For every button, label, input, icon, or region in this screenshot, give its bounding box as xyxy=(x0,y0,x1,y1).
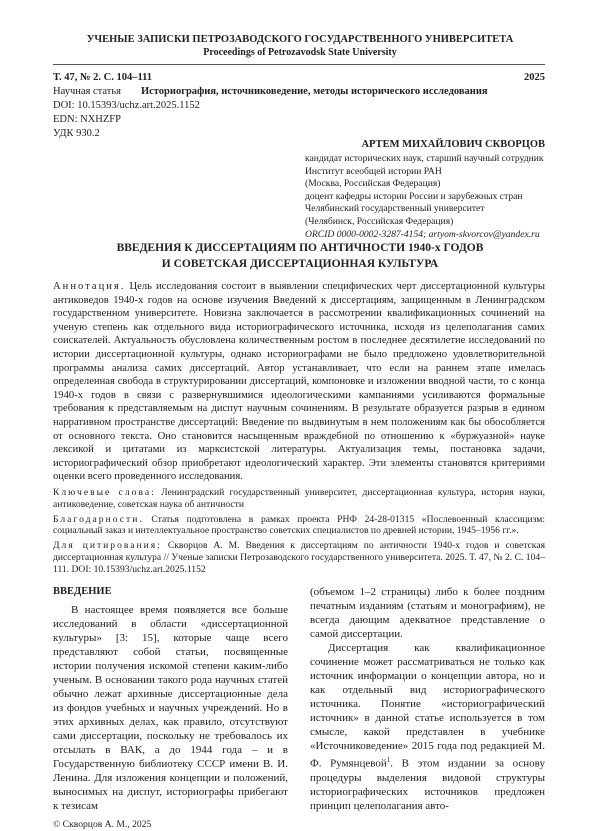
article-meta xyxy=(53,71,545,141)
article-type: Научная статья xyxy=(53,86,121,97)
journal-title-en: Proceedings of Petrozavodsk State University xyxy=(0,46,600,59)
footnote-mark[interactable]: 1 xyxy=(387,756,391,764)
abstract-block xyxy=(53,280,545,575)
journal-header xyxy=(0,33,600,59)
keywords xyxy=(53,487,545,511)
article-body-flow xyxy=(53,280,545,831)
affiliation-line: Институт всеобщей истории РАН xyxy=(305,166,544,179)
journal-title-ru: УЧЕНЫЕ ЗАПИСКИ ПЕТРОЗАВОДСКОГО ГОСУДАРСТВЕННОГО УНИВЕРСИТЕТА xyxy=(0,33,600,46)
body-columns xyxy=(53,585,545,831)
keywords-label: Ключевые слова: xyxy=(53,487,156,498)
header-divider xyxy=(53,64,545,65)
body-text: . В этом издании за основу процедуры выделения видовой структуры историографических источников предложен принцип целеполагания авто- xyxy=(310,758,545,812)
edn: EDN: NXHZFP xyxy=(53,113,545,127)
copyright: © Скворцов А. М., 2025 xyxy=(53,819,288,831)
affiliation-line: доцент кафедры истории России и зарубежных стран xyxy=(305,191,544,204)
article-title xyxy=(0,240,600,272)
doi[interactable]: DOI: 10.15393/uchz.art.2025.1152 xyxy=(53,99,545,113)
author-contacts[interactable]: ORCID 0000-0002-3287-4154; artyom-skvorcov@yandex.ru xyxy=(305,229,544,242)
body-paragraph: В настоящее время появляется все больше исследований в области «диссертационной культуры» [3: 15], которые чаще всего представляют собой статьи, посвященные истории получения искомой степени каким-либо ученым. В основании такого рода научных статей обычно лежат архивные диссертационные дела из фондов учебных и научных учреждений. Но в этих архивных делах, как правило, отсутствуют сами диссертации, поскольку не требовалось их отсылать в ВАК, а до 1944 года – и в Государственную библиотеку СССР имени В. И. Ленина. Для изложения концепции и положений, выносимых на диспут, историографы прибегают к тезисам xyxy=(53,603,288,813)
abstract-label: Аннотация. xyxy=(53,281,125,292)
body-left-column xyxy=(53,585,288,831)
affiliation-line: кандидат исторических наук, старший научный сотрудник xyxy=(305,153,544,166)
body-right-column xyxy=(310,585,545,831)
acknowledgments-text: Статья подготовлена в рамках проекта РНФ 24-28-01315 «Послевоенный классицизм: социальный заказ и интеллектуальное пространство советских специалистов по древней истории, 1945–1956 гг.». xyxy=(53,514,545,537)
abstract xyxy=(53,280,545,484)
body-paragraph: (объемом 1–2 страницы) либо к более поздним печатным изданиям (статьям и монографиям), не всегда дающим адекватное представление о самой диссертации. xyxy=(310,585,545,641)
rubric: Историография, источниковедение, методы исторического исследования xyxy=(141,86,488,97)
title-line: ВВЕДЕНИЯ К ДИССЕРТАЦИЯМ ПО АНТИЧНОСТИ 1940-х ГОДОВ xyxy=(0,240,600,256)
acknowledgments xyxy=(53,514,545,538)
affiliation-line: Челябинский государственный университет xyxy=(305,203,544,216)
affiliation-line: (Челябинск, Российская Федерация) xyxy=(305,216,544,229)
keywords-text: Ленинградский государственный университет, диссертационная культура, история науки, антиковедение, советская наука об античности xyxy=(53,487,545,510)
body-paragraph xyxy=(310,641,545,813)
citation-label: Для цитирования: xyxy=(53,540,162,551)
acknowledgments-label: Благодарности. xyxy=(53,514,144,525)
citation xyxy=(53,540,545,575)
affiliation-line: (Москва, Российская Федерация) xyxy=(305,178,544,191)
author-affiliation xyxy=(305,153,544,241)
abstract-text: Цель исследования состоит в выявлении специфических черт диссертационной культуры антиковедов 1940-х годов на основе изучения Введений к диссертациям, защищенным в Ленинградском государственном университете. Новизна заключается в рассмотрении квалификационных сочинений на ученую степень как отдельного вида историографического источника, исходя из целеполагания самих соискателей. Актуальность обусловлена количественным ростом в последнее десятилетие исследований по истории диссертационной культуры, однако историографами не было предложено удовлетворительной программы анализа самих диссертаций. Автор устанавливает, что если на раннем этапе имелась определенная свобода в структурировании диссертаций, компоновке и изложении вводной части, то с конца 1940-х годов в связи с развернувшимися идеологическими кампаниями усиливаются формальные требования к представляемым на диспут научным сочинениям. В результате образуется разрыв в едином нарративном пространстве диссертаций: Введение по выдвинутым в нем положениям как бы обособляется от основного текста. Оно становится насыщенным враждебной по отношению к «буржуазной» науке лексикой и цитатами из марксистской литературы. Актуализация темы, постановка задачи, историографический обзор приобретают идеологический характер. Эти элементы становятся критериями оценки всего проведенного исследования. xyxy=(53,281,545,482)
author-name: АРТЕМ МИХАЙЛОВИЧ СКВОРЦОВ xyxy=(361,139,545,150)
volume-pages: Т. 47, № 2. С. 104–111 xyxy=(53,71,152,85)
title-line: И СОВЕТСКАЯ ДИССЕРТАЦИОННАЯ КУЛЬТУРА xyxy=(0,256,600,272)
year: 2025 xyxy=(524,71,545,85)
body-text: Диссертация как квалификационное сочинение может рассматриваться не только как источник информации о концепции автора, но и как отдельный вид историографического источника. Понятие «историографический источник» в данной статье используется в том смысле, какой представлен в учебнике «Источниковедение» 2015 года под редакцией М. Ф. Румянцевой xyxy=(310,642,545,770)
citation-text: Скворцов А. М. Введения к диссертациям по античности 1940-х годов и советская диссертационная культура // Ученые записки Петрозаводского государственного университета. 2025. Т. 47, № 2. С. 104–111. DOI: 10.15393/uchz.art.2025.1152 xyxy=(53,540,545,575)
section-heading: ВВЕДЕНИЕ xyxy=(53,585,288,599)
udk: УДК 930.2 xyxy=(53,127,545,141)
